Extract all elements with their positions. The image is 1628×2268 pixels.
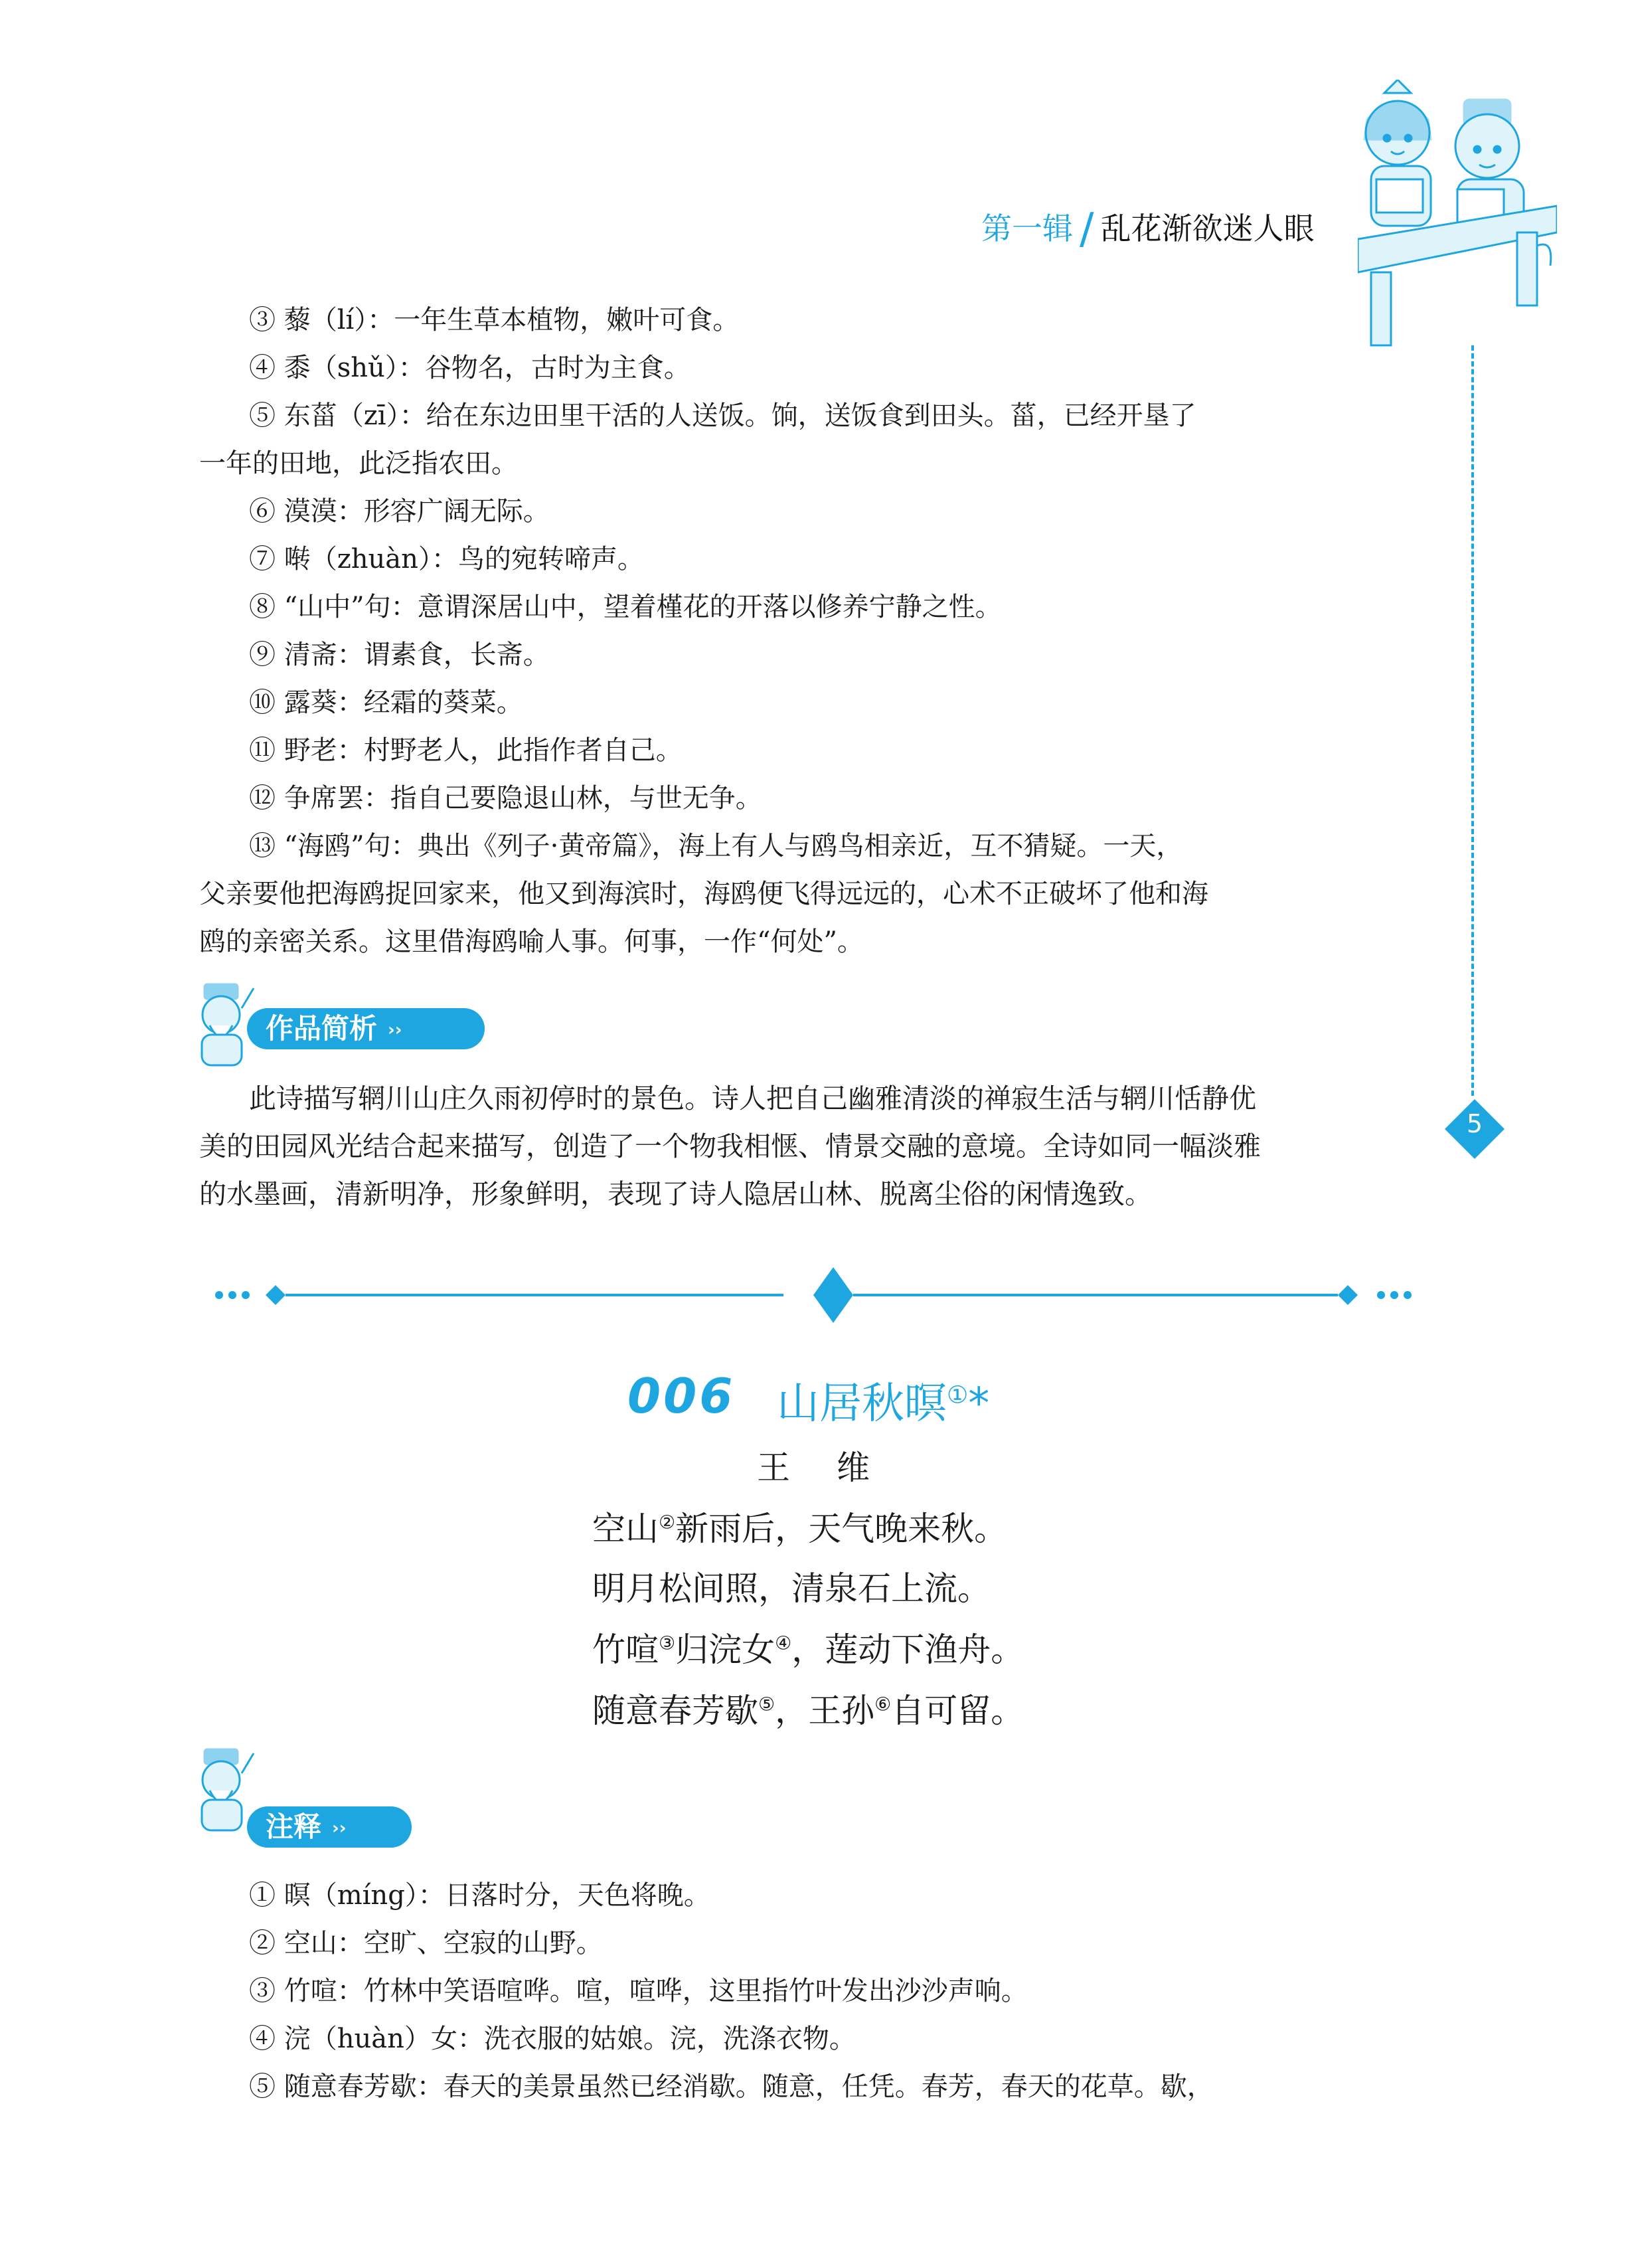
note-line: ⑬ “海鸥”句：典出《列子·黄帝篇》，海上有人与鸥鸟相亲近，互不猜疑。一天，	[249, 831, 1183, 861]
page-number: 5	[1466, 1109, 1483, 1138]
note-line: ④ 黍（shǔ）：谷物名，古时为主食。	[249, 353, 691, 383]
verse-text: 随意春芳歇	[592, 1692, 758, 1730]
double-chevron-icon: ››	[388, 1020, 402, 1040]
notes-heading	[247, 1806, 412, 1848]
note-line: ⑩ 露葵：经霜的葵菜。	[249, 687, 523, 718]
note-line: 鸥的亲密关系。这里借海鸥喻人事。何事，一作“何处”。	[199, 926, 864, 957]
note-line: ③ 藜（lí）：一年生草本植物，嫩叶可食。	[249, 305, 740, 335]
note-line: ⑦ 啭（zhuàn）：鸟的宛转啼声。	[249, 544, 644, 574]
analysis-line: 美的田园风光结合起来描写，创造了一个物我相惬、情景交融的意境。全诗如同一幅淡雅	[199, 1130, 1261, 1162]
section-divider	[212, 1265, 1414, 1325]
analysis-heading	[247, 1008, 485, 1049]
verse-text: 空山	[592, 1510, 659, 1548]
note-line: ⑤ 东菑（zī）：给在东边田里干活的人送饭。饷，送饭食到田头。菑，已经开垦了	[249, 400, 1196, 431]
star-mark: *	[968, 1379, 990, 1429]
note-line: ⑫ 争席罢：指自己要隐退山林，与世无争。	[249, 783, 762, 814]
header-slash: /	[1080, 205, 1094, 254]
note-line: ① 暝（míng）：日落时分，天色将晚。	[249, 1880, 710, 1911]
verse-text: 竹喧	[592, 1630, 659, 1669]
analysis-line: 此诗描写辋川山庄久雨初停时的景色。诗人把自己幽雅清淡的禅寂生活与辋川恬静优	[249, 1083, 1256, 1114]
verse-text: 归浣女	[675, 1630, 775, 1669]
note-line: ⑨ 清斋：谓素食，长斋。	[249, 640, 550, 670]
verse-text: 新雨后，天气晚来秋。	[675, 1510, 1008, 1548]
note-line: ② 空山：空旷、空寂的山野。	[249, 1928, 603, 1959]
footnote-mark: ④	[775, 1632, 792, 1654]
verse-line	[592, 1562, 991, 1610]
footnote-mark: ⑤	[758, 1693, 775, 1715]
running-header	[981, 201, 1315, 254]
note-line: ⑥ 漠漠：形容广阔无际。	[249, 496, 550, 527]
poem-title	[777, 1369, 989, 1431]
verse-line	[592, 1502, 1007, 1550]
note-line: ④ 浣（huàn）女：洗衣服的姑娘。浣，洗涤衣物。	[249, 2024, 856, 2054]
volume-title: 乱花渐欲迷人眼	[1100, 211, 1315, 246]
notes-heading-label: 注释	[266, 1810, 322, 1843]
scholar-icon	[190, 1747, 256, 1833]
verse-text: ，王孙	[775, 1692, 875, 1730]
analysis-line: 的水墨画，清新明净，形象鲜明，表现了诗人隐居山林、脱离尘俗的闲情逸致。	[199, 1178, 1152, 1210]
footnote-mark: ③	[659, 1632, 676, 1654]
double-chevron-icon: ››	[332, 1818, 347, 1838]
note-line: 一年的田地，此泛指农田。	[199, 448, 518, 479]
note-line: ⑤ 随意春芳歇：春天的美景虽然已经消歇。随意，任凭。春芳，春天的花草。歇，	[249, 2071, 1214, 2102]
footnote-mark: ⑥	[874, 1693, 892, 1715]
note-line: ⑧ “山中”句：意谓深居山中，望着槿花的开落以修养宁静之性。	[249, 592, 1002, 622]
volume-label: 第一辑	[981, 211, 1073, 246]
verse-text: 自可留。	[891, 1692, 1024, 1730]
note-line: ⑪ 野老：村野老人，此指作者自己。	[249, 735, 683, 766]
scholar-icon	[190, 982, 256, 1068]
poem-title-text: 山居秋暝	[777, 1379, 947, 1429]
footnote-mark: ①	[947, 1381, 969, 1409]
reading-children-illustration	[1358, 80, 1557, 359]
analysis-heading-label: 作品简析	[266, 1012, 378, 1045]
poem-author: 王维	[757, 1448, 916, 1487]
verse-text: 明月松间照，清泉石上流。	[592, 1569, 991, 1608]
verse-text: ，莲动下渔舟。	[791, 1630, 1024, 1669]
note-line: 父亲要他把海鸥捉回家来，他又到海滨时，海鸥便飞得远远的，心术不正破坏了他和海	[199, 879, 1208, 909]
footnote-mark: ②	[659, 1511, 676, 1533]
margin-dashed-line	[1471, 345, 1474, 1096]
poem-number: 006	[627, 1368, 736, 1424]
note-line: ③ 竹喧：竹林中笑语喧哗。喧，喧哗，这里指竹叶发出沙沙声响。	[249, 1976, 1028, 2006]
verse-line	[592, 1684, 1024, 1732]
verse-line	[592, 1623, 1024, 1671]
